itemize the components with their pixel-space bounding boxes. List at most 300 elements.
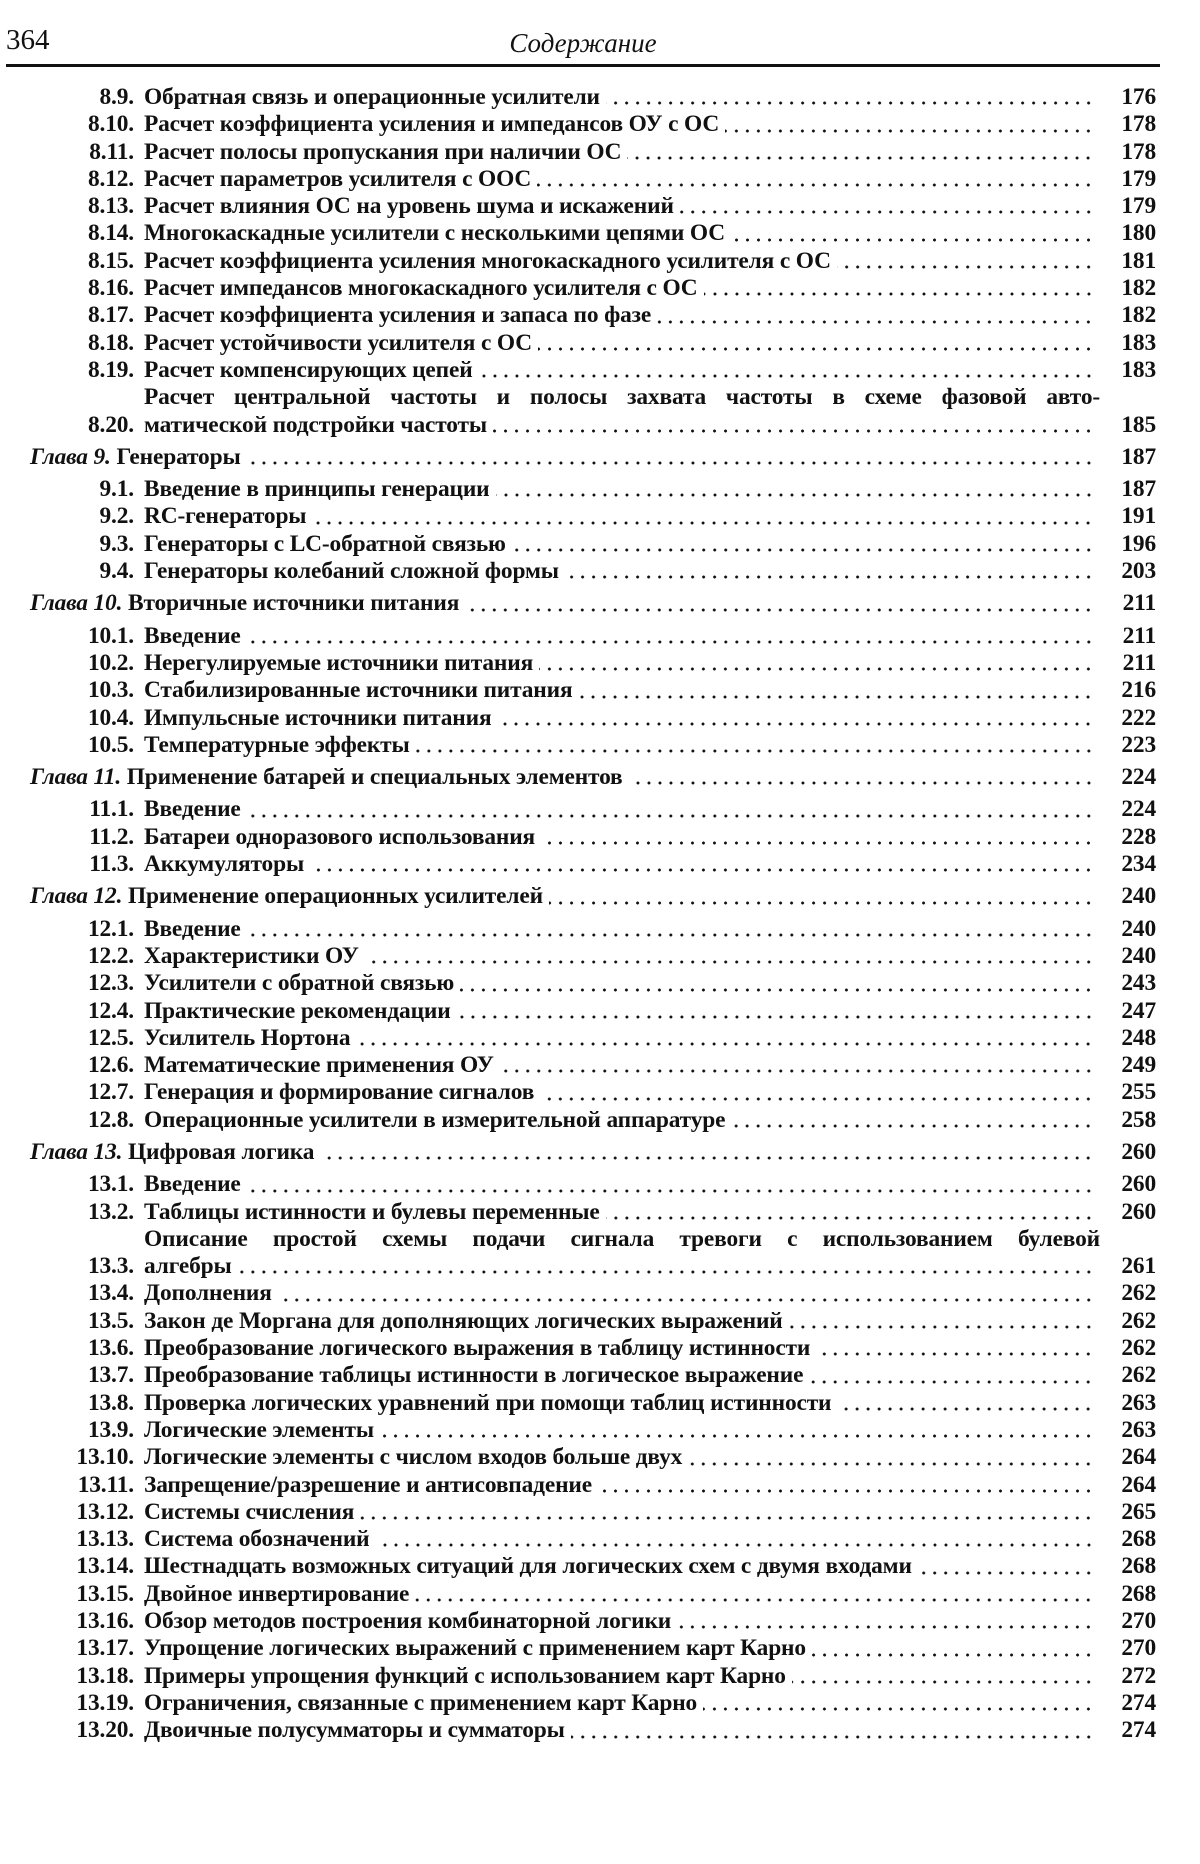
dot-leader [496, 493, 1094, 497]
section-number: 12.6. [87, 1052, 134, 1079]
entry-page-number: 255 [1121, 1079, 1156, 1106]
section-title: Обратная связь и операционные усилители [144, 84, 600, 110]
section-title-wrap [144, 916, 1100, 943]
section-title: Расчет параметров усилителя с ООС [144, 165, 532, 192]
chapter-title: Применение операционных усилителей [128, 883, 543, 910]
running-title: Содержание [509, 28, 657, 58]
dot-leader [460, 988, 1094, 992]
section-title: Двойное инвертирование [144, 1580, 410, 1607]
section-entry [30, 1581, 1156, 1608]
entry-page-number: 216 [1121, 677, 1156, 704]
section-number: 8.15. [87, 247, 134, 274]
section-number: 13.20. [76, 1717, 134, 1744]
dot-leader [539, 667, 1094, 671]
dot-leader [247, 933, 1094, 937]
section-title: Ограничения, связанные с применением карт Карно [144, 1689, 698, 1716]
section-entry [30, 1107, 1156, 1134]
section-entry [30, 824, 1156, 851]
section-number: 11.3. [89, 851, 134, 878]
dot-leader [479, 374, 1094, 378]
section-entry [30, 193, 1156, 220]
section-number: 13.2. [87, 1198, 134, 1225]
entry-page-number: 223 [1121, 731, 1156, 758]
section-entry [30, 796, 1156, 823]
dot-leader [360, 1516, 1094, 1520]
section-title-line: Расчет центральной частоты и полосы захвата частоты в схеме фазовой авто- [144, 384, 1100, 411]
section-title-wrap [144, 1362, 1100, 1389]
chapter-title: Вторичные источники питания [128, 590, 460, 617]
dot-leader [537, 183, 1094, 187]
dot-leader [688, 1462, 1094, 1466]
section-number: 10.4. [87, 704, 134, 731]
chapter-title-wrap [30, 444, 1100, 471]
section-title: Расчет компенсирующих цепей [144, 356, 473, 383]
section-title: Генераторы колебаний сложной формы [144, 558, 559, 585]
entry-page-number: 248 [1121, 1024, 1156, 1051]
section-entry [30, 1635, 1156, 1662]
section-entry [30, 384, 1156, 439]
section-number: 13.3. [87, 1253, 134, 1280]
section-title: Расчет коэффициента усиления многокаскадного усилителя с ОС [144, 247, 831, 274]
entry-page-number: 183 [1121, 329, 1156, 356]
section-number: 10.3. [87, 677, 134, 704]
section-number: 13.11. [77, 1471, 134, 1498]
section-title-wrap [144, 1499, 1100, 1526]
section-entry [30, 943, 1156, 970]
section-number: 10.5. [87, 731, 134, 758]
section-title-line: матической подстройки частоты [144, 411, 487, 438]
section-number: 13.6. [87, 1335, 134, 1362]
section-title-wrap [144, 623, 1100, 650]
section-entry [30, 705, 1156, 732]
chapter-label: Глава 12. [30, 883, 123, 910]
dot-leader [380, 1434, 1094, 1438]
section-title: Таблицы истинности и булевы переменные [144, 1198, 600, 1225]
chapter-entry [30, 590, 1156, 617]
dot-leader [809, 1380, 1094, 1384]
section-title: Введение [144, 1171, 241, 1198]
section-number: 13.19. [76, 1689, 134, 1716]
dot-leader [356, 1042, 1094, 1046]
section-entry [30, 302, 1156, 329]
chapter-title-wrap [30, 764, 1100, 791]
dot-leader [731, 238, 1094, 242]
dot-leader [731, 1124, 1094, 1128]
section-entry [30, 275, 1156, 302]
entry-page-number: 243 [1121, 970, 1156, 997]
section-number: 13.5. [87, 1307, 134, 1334]
entry-page-number: 187 [1121, 476, 1156, 503]
section-number: 13.1. [87, 1171, 134, 1198]
section-entry [30, 1553, 1156, 1580]
entry-page-number: 270 [1121, 1635, 1156, 1662]
dot-leader [571, 1735, 1094, 1739]
dot-leader [320, 1156, 1094, 1160]
section-entry [30, 166, 1156, 193]
section-number: 11.2. [89, 823, 134, 850]
entry-page-number: 185 [1121, 411, 1156, 438]
section-number: 8.12. [87, 165, 134, 192]
entry-page-number: 179 [1121, 165, 1156, 192]
section-title: Системы счисления [144, 1498, 355, 1525]
dot-leader [310, 868, 1094, 872]
section-entry [30, 916, 1156, 943]
section-title: Введение в принципы генерации [144, 476, 490, 503]
section-entry [30, 248, 1156, 275]
section-entry [30, 970, 1156, 997]
section-entry [30, 1390, 1156, 1417]
section-title: Практические рекомендации [144, 997, 451, 1024]
chapter-label: Глава 13. [30, 1138, 123, 1165]
entry-page-number: 262 [1121, 1362, 1156, 1389]
dot-leader [578, 695, 1094, 699]
entry-page-number: 180 [1121, 220, 1156, 247]
section-entry [30, 1171, 1156, 1198]
section-number: 9.1. [99, 476, 134, 503]
entry-page-number: 265 [1121, 1498, 1156, 1525]
section-title-wrap [144, 1553, 1100, 1580]
chapter-title-wrap [30, 883, 1100, 910]
table-of-contents [30, 84, 1156, 1745]
section-title: Характеристики ОУ [144, 942, 359, 969]
section-title: Система обозначений [144, 1526, 370, 1553]
section-title-wrap [144, 1308, 1100, 1335]
section-title: Упрощение логических выражений с применением карт Карно [144, 1635, 806, 1662]
section-title-wrap [144, 384, 1100, 439]
section-title-wrap [144, 1199, 1100, 1226]
section-title-wrap [144, 677, 1100, 704]
entry-page-number: 203 [1121, 558, 1156, 585]
section-title: Введение [144, 796, 241, 823]
entry-page-number: 274 [1121, 1717, 1156, 1744]
section-entry [30, 1472, 1156, 1499]
dot-leader [704, 292, 1094, 296]
section-number: 8.14. [87, 220, 134, 247]
dot-leader [657, 320, 1094, 324]
section-number: 8.10. [87, 111, 134, 138]
dot-leader [812, 1653, 1094, 1657]
dot-leader [789, 1325, 1094, 1329]
section-title-wrap [144, 1581, 1100, 1608]
section-number: 12.4. [87, 997, 134, 1024]
section-title: Импульсные источники питания [144, 704, 492, 731]
chapter-entry [30, 444, 1156, 471]
section-title-wrap [144, 503, 1100, 530]
section-title-wrap [144, 796, 1100, 823]
section-title-wrap [144, 275, 1100, 302]
section-number: 10.1. [87, 622, 134, 649]
entry-page-number: 211 [1122, 649, 1156, 676]
dot-leader [541, 841, 1094, 845]
section-title-wrap [144, 111, 1100, 138]
section-number: 13.14. [76, 1553, 134, 1580]
section-title-wrap [144, 84, 1100, 111]
entry-page-number: 222 [1121, 704, 1156, 731]
section-title: Операционные усилители в измерительной аппаратуре [144, 1106, 726, 1133]
entry-page-number: 224 [1121, 764, 1156, 791]
dot-leader [606, 101, 1094, 105]
section-title-wrap [144, 1663, 1100, 1690]
entry-page-number: 187 [1121, 443, 1156, 470]
section-entry [30, 732, 1156, 759]
chapter-title-wrap [30, 590, 1100, 617]
section-entry [30, 851, 1156, 878]
section-title: Батареи одноразового использования [144, 823, 536, 850]
section-title: Преобразование таблицы истинности в логическое выражение [144, 1362, 804, 1389]
entry-page-number: 182 [1121, 302, 1156, 329]
section-title: Логические элементы [144, 1416, 374, 1443]
entry-page-number: 249 [1121, 1052, 1156, 1079]
entry-page-number: 234 [1121, 851, 1156, 878]
section-number: 9.3. [99, 530, 134, 557]
section-title-wrap [144, 1025, 1100, 1052]
section-entry [30, 357, 1156, 384]
chapter-entry [30, 764, 1156, 791]
section-entry [30, 476, 1156, 503]
section-title-wrap [144, 1690, 1100, 1717]
section-title: Многокаскадные усилители с несколькими цепями ОС [144, 220, 725, 247]
chapter-label: Глава 11. [30, 764, 122, 791]
dot-leader [278, 1298, 1094, 1302]
section-title-wrap [144, 357, 1100, 384]
entry-page-number: 181 [1121, 247, 1156, 274]
section-entry [30, 503, 1156, 530]
section-title-wrap [144, 1472, 1100, 1499]
section-title: RC-генераторы [144, 503, 307, 530]
entry-page-number: 240 [1121, 883, 1156, 910]
entry-page-number: 261 [1121, 1253, 1156, 1280]
dot-leader [598, 1489, 1094, 1493]
dot-leader [549, 901, 1094, 905]
section-number: 13.16. [76, 1608, 134, 1635]
section-title-line: алгебры [144, 1253, 232, 1280]
section-title-wrap [144, 1079, 1100, 1106]
entry-page-number: 196 [1121, 530, 1156, 557]
section-number: 9.4. [99, 558, 134, 585]
section-title-wrap [144, 1390, 1100, 1417]
section-title: Дополнения [144, 1280, 272, 1307]
dot-leader [606, 1216, 1094, 1220]
chapter-label: Глава 9. [30, 443, 111, 470]
section-title: Расчет устойчивости усилителя с ОС [144, 329, 532, 356]
section-title-wrap [144, 705, 1100, 732]
section-title-wrap [144, 193, 1100, 220]
section-title-wrap [144, 1280, 1100, 1307]
entry-page-number: 211 [1122, 622, 1156, 649]
section-number: 8.17. [87, 302, 134, 329]
chapter-title: Генераторы [116, 443, 241, 470]
chapter-title-wrap [30, 1139, 1100, 1166]
dot-leader [416, 749, 1094, 753]
section-title: Проверка логических уравнений при помощи таблиц истинности [144, 1389, 832, 1416]
chapter-entry [30, 1139, 1156, 1166]
section-title-wrap [144, 1052, 1100, 1079]
section-title-wrap [144, 248, 1100, 275]
section-title-wrap [144, 970, 1100, 997]
section-entry [30, 84, 1156, 111]
section-entry [30, 1052, 1156, 1079]
entry-page-number: 240 [1121, 915, 1156, 942]
section-title: Преобразование логического выражения в таблицу истинности [144, 1335, 811, 1362]
dot-leader [816, 1352, 1094, 1356]
entry-page-number: 263 [1121, 1389, 1156, 1416]
dot-leader [540, 1097, 1094, 1101]
dot-leader [918, 1571, 1094, 1575]
section-title-wrap [144, 1608, 1100, 1635]
section-number: 12.8. [87, 1106, 134, 1133]
section-number: 8.18. [87, 329, 134, 356]
section-entry [30, 1690, 1156, 1717]
section-entry [30, 111, 1156, 138]
section-entry [30, 220, 1156, 247]
section-entry [30, 558, 1156, 585]
section-number: 8.11. [89, 138, 134, 165]
section-number: 12.5. [87, 1024, 134, 1051]
entry-page-number: 191 [1121, 503, 1156, 530]
section-title-wrap [144, 220, 1100, 247]
section-title: Закон де Моргана для дополняющих логических выражений [144, 1307, 783, 1334]
section-entry [30, 1079, 1156, 1106]
section-title: Расчет импедансов многокаскадного усилителя с ОС [144, 275, 698, 302]
section-number: 13.12. [76, 1498, 134, 1525]
section-title-wrap [144, 1107, 1100, 1134]
section-entry [30, 677, 1156, 704]
dot-leader [312, 521, 1094, 525]
section-entry [30, 1280, 1156, 1307]
section-title: Усилители с обратной связью [144, 970, 455, 997]
section-number: 10.2. [87, 649, 134, 676]
section-title-wrap [144, 943, 1100, 970]
section-number: 13.18. [76, 1662, 134, 1689]
section-title: Расчет коэффициента усиления и запаса по фазе [144, 302, 652, 329]
dot-leader [415, 1598, 1094, 1602]
section-title: Усилитель Нортона [144, 1024, 351, 1051]
entry-page-number: 228 [1121, 823, 1156, 850]
section-title-last-line [144, 412, 1100, 439]
chapter-title: Применение батарей и специальных элементов [126, 764, 623, 791]
dot-leader [247, 640, 1094, 644]
section-number: 8.20. [87, 411, 134, 438]
chapter-entry [30, 883, 1156, 910]
dot-leader [837, 1407, 1094, 1411]
dot-leader [725, 129, 1094, 133]
section-title-last-line [144, 1253, 1100, 1280]
section-title: Генераторы с LC-обратной связью [144, 530, 506, 557]
section-title-wrap [144, 851, 1100, 878]
section-title: Генерация и формирование сигналов [144, 1079, 535, 1106]
dot-leader [538, 347, 1094, 351]
section-title-wrap [144, 558, 1100, 585]
section-title: Аккумуляторы [144, 851, 305, 878]
section-title-wrap [144, 139, 1100, 166]
entry-page-number: 179 [1121, 193, 1156, 220]
section-entry [30, 1199, 1156, 1226]
section-title-wrap [144, 1717, 1100, 1744]
section-number: 8.19. [87, 356, 134, 383]
entry-page-number: 260 [1121, 1138, 1156, 1165]
section-title-wrap [144, 302, 1100, 329]
dot-leader [680, 210, 1094, 214]
section-entry [30, 1717, 1156, 1744]
entry-page-number: 178 [1121, 111, 1156, 138]
entry-page-number: 268 [1121, 1526, 1156, 1553]
entry-page-number: 262 [1121, 1280, 1156, 1307]
section-title-wrap [144, 998, 1100, 1025]
chapter-label: Глава 10. [30, 590, 123, 617]
section-title-line: Описание простой схемы подачи сигнала тревоги с использованием булевой [144, 1225, 1100, 1252]
entry-page-number: 264 [1121, 1444, 1156, 1471]
section-entry [30, 1608, 1156, 1635]
entry-page-number: 270 [1121, 1608, 1156, 1635]
section-number: 12.3. [87, 970, 134, 997]
section-number: 12.2. [87, 942, 134, 969]
section-title: Обзор методов построения комбинаторной логики [144, 1608, 672, 1635]
section-entry [30, 1226, 1156, 1281]
section-title: Введение [144, 622, 241, 649]
section-entry [30, 1362, 1156, 1389]
entry-page-number: 264 [1121, 1471, 1156, 1498]
dot-leader [247, 814, 1094, 818]
section-entry [30, 998, 1156, 1025]
section-number: 13.10. [76, 1444, 134, 1471]
section-number: 13.9. [87, 1416, 134, 1443]
dot-leader [565, 575, 1094, 579]
section-entry [30, 650, 1156, 677]
entry-page-number: 268 [1121, 1553, 1156, 1580]
section-title-wrap [144, 732, 1100, 759]
section-number: 11.1. [89, 796, 134, 823]
entry-page-number: 183 [1121, 356, 1156, 383]
section-title-wrap [144, 330, 1100, 357]
section-title: Расчет полосы пропускания при наличии ОС [144, 138, 622, 165]
section-number: 8.13. [87, 193, 134, 220]
section-title: Примеры упрощения функций с использованием карт Карно [144, 1662, 786, 1689]
section-title-wrap [144, 1526, 1100, 1553]
section-entry [30, 623, 1156, 650]
entry-page-number: 262 [1121, 1307, 1156, 1334]
section-number: 13.15. [76, 1580, 134, 1607]
dot-leader [465, 608, 1094, 612]
dot-leader [457, 1015, 1094, 1019]
section-number: 9.2. [99, 503, 134, 530]
dot-leader [703, 1707, 1094, 1711]
section-entry [30, 1663, 1156, 1690]
section-title-wrap [144, 1417, 1100, 1444]
section-title-wrap [144, 531, 1100, 558]
dot-leader [493, 429, 1094, 433]
section-title: Нерегулируемые источники питания [144, 649, 534, 676]
section-title-wrap [144, 166, 1100, 193]
section-title: Введение [144, 915, 241, 942]
header-rule [6, 64, 1160, 67]
dot-leader [627, 156, 1094, 160]
entry-page-number: 224 [1121, 796, 1156, 823]
dot-leader [512, 548, 1094, 552]
section-title-wrap [144, 476, 1100, 503]
entry-page-number: 268 [1121, 1580, 1156, 1607]
entry-page-number: 260 [1121, 1198, 1156, 1225]
section-number: 8.9. [99, 84, 134, 110]
section-title: Расчет коэффициента усиления и импедансов ОУ с ОС [144, 111, 720, 138]
entry-page-number: 274 [1121, 1689, 1156, 1716]
section-entry [30, 1025, 1156, 1052]
dot-leader [376, 1543, 1094, 1547]
page-header [6, 18, 1160, 64]
section-title: Двоичные полусумматоры и сумматоры [144, 1717, 565, 1744]
entry-page-number: 240 [1121, 942, 1156, 969]
section-title: Шестнадцать возможных ситуаций для логических схем с двумя входами [144, 1553, 912, 1580]
section-title: Температурные эффекты [144, 731, 410, 758]
